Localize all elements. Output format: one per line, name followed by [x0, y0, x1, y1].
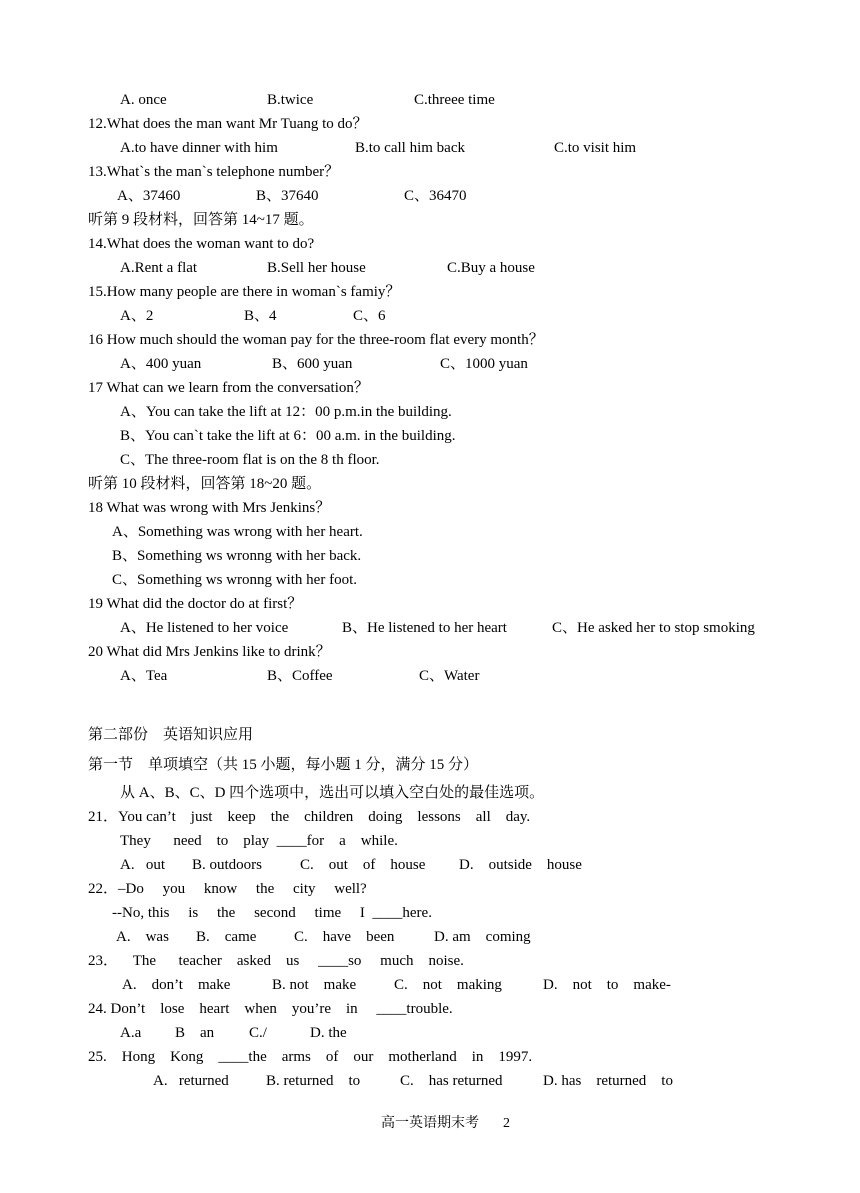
q17-option-b: B、You can`t take the lift at 6：00 a.m. in the building. — [120, 428, 456, 444]
q23-line1: 23． The teacher asked us ____so much noise. — [88, 953, 464, 969]
q12-option-a: A.to have dinner with him — [120, 140, 278, 156]
q13-question: 13.What`s the man`s telephone number？ — [88, 164, 340, 180]
q16-option-c: C、1000 yuan — [440, 356, 528, 372]
q11-option-c: C.threee time — [414, 92, 495, 108]
q12-option-b: B.to call him back — [355, 140, 465, 156]
q21-option-a: A. out — [120, 857, 165, 873]
q14-option-c: C.Buy a house — [447, 260, 535, 276]
q16-option-a: A、400 yuan — [120, 356, 202, 372]
q21-option-d: D. outside house — [459, 857, 582, 873]
footer-title: 高一英语期末考 — [381, 1116, 479, 1131]
q11-option-a: A. once — [120, 92, 167, 108]
section-10-instruction: 听第 10 段材料，回答第 18~20 题。 — [88, 476, 322, 492]
q23-option-d: D. not to make- — [543, 977, 671, 993]
q19-option-c: C、He asked her to stop smoking — [552, 620, 755, 636]
q11-option-b: B.twice — [267, 92, 314, 108]
q24-option-a: A.a — [120, 1025, 142, 1041]
q14-option-b: B.Sell her house — [267, 260, 366, 276]
q18-option-a: A、Something was wrong with her heart. — [112, 524, 363, 540]
q17-question: 17 What can we learn from the conversation？ — [88, 380, 369, 396]
q21-option-b: B. outdoors — [192, 857, 263, 873]
q18-option-b: B、Something ws wronng with her back. — [112, 548, 362, 564]
q25-option-b: B. returned to — [266, 1073, 361, 1089]
part2-section1-heading: 第一节 单项填空（共 15 小题，每小题 1 分，满分 15 分） — [88, 757, 479, 773]
q24-option-c: C./ — [249, 1025, 267, 1041]
q13-option-a: A、37460 — [117, 188, 181, 204]
q19-question: 19 What did the doctor do at first？ — [88, 596, 303, 612]
section-9-instruction: 听第 9 段材料，回答第 14~17 题。 — [88, 212, 314, 228]
q25-option-c: C. has returned — [400, 1073, 503, 1089]
q13-option-c: C、36470 — [404, 188, 467, 204]
q22-line1: 22．–Do you know the city well? — [88, 881, 367, 897]
q21-line1: 21．You can’t just keep the children doing lessons all day. — [88, 809, 531, 825]
q21-line2: They need to play ____for a while. — [120, 833, 398, 849]
q20-option-c: C、Water — [419, 668, 480, 684]
q16-question: 16 How much should the woman pay for the three-room flat every month？ — [88, 332, 544, 348]
q25-line1: 25. Hong Kong ____the arms of our motherland in 1997. — [88, 1049, 533, 1065]
page-number: 2 — [503, 1116, 510, 1131]
q22-option-d: D. am coming — [434, 929, 531, 945]
q25-option-d: D. has returned to — [543, 1073, 673, 1089]
q22-option-c: C. have been — [294, 929, 395, 945]
q21-option-c: C. out of house — [300, 857, 426, 873]
q24-option-b: B an — [175, 1025, 215, 1041]
part2-title: 第二部份 英语知识应用 — [88, 727, 254, 743]
part2-instruction: 从 A、B、C、D 四个选项中，选出可以填入空白处的最佳选项。 — [120, 785, 545, 801]
q14-option-a: A.Rent a flat — [120, 260, 198, 276]
q19-option-b: B、He listened to her heart — [342, 620, 507, 636]
q20-option-a: A、Tea — [120, 668, 168, 684]
q22-option-b: B. came — [196, 929, 257, 945]
q15-option-b: B、4 — [244, 308, 277, 324]
q18-option-c: C、Something ws wronng with her foot. — [112, 572, 357, 588]
q22-line2: --No, this is the second time I ____here. — [112, 905, 432, 921]
q24-option-d: D. the — [310, 1025, 347, 1041]
q23-option-a: A. don’t make — [122, 977, 231, 993]
q12-option-c: C.to visit him — [554, 140, 637, 156]
q18-question: 18 What was wrong with Mrs Jenkins？ — [88, 500, 331, 516]
q17-option-a: A、You can take the lift at 12：00 p.m.in the building. — [120, 404, 452, 420]
q24-line1: 24. Don’t lose heart when you’re in ____trouble. — [88, 1001, 453, 1017]
q19-option-a: A、He listened to her voice — [120, 620, 289, 636]
q15-option-a: A、2 — [120, 308, 154, 324]
q20-option-b: B、Coffee — [267, 668, 333, 684]
q25-option-a: A. returned — [153, 1073, 229, 1089]
q23-option-c: C. not making — [394, 977, 502, 993]
q12-question: 12.What does the man want Mr Tuang to do？ — [88, 116, 368, 132]
q13-option-b: B、37640 — [256, 188, 319, 204]
q14-question: 14.What does the woman want to do? — [88, 236, 315, 252]
q23-option-b: B. not make — [272, 977, 357, 993]
q20-question: 20 What did Mrs Jenkins like to drink？ — [88, 644, 331, 660]
q16-option-b: B、600 yuan — [272, 356, 353, 372]
q15-option-c: C、6 — [353, 308, 386, 324]
q22-option-a: A. was — [116, 929, 169, 945]
q17-option-c: C、The three-room flat is on the 8 th floor. — [120, 452, 380, 468]
q15-question: 15.How many people are there in woman`s famiy？ — [88, 284, 401, 300]
